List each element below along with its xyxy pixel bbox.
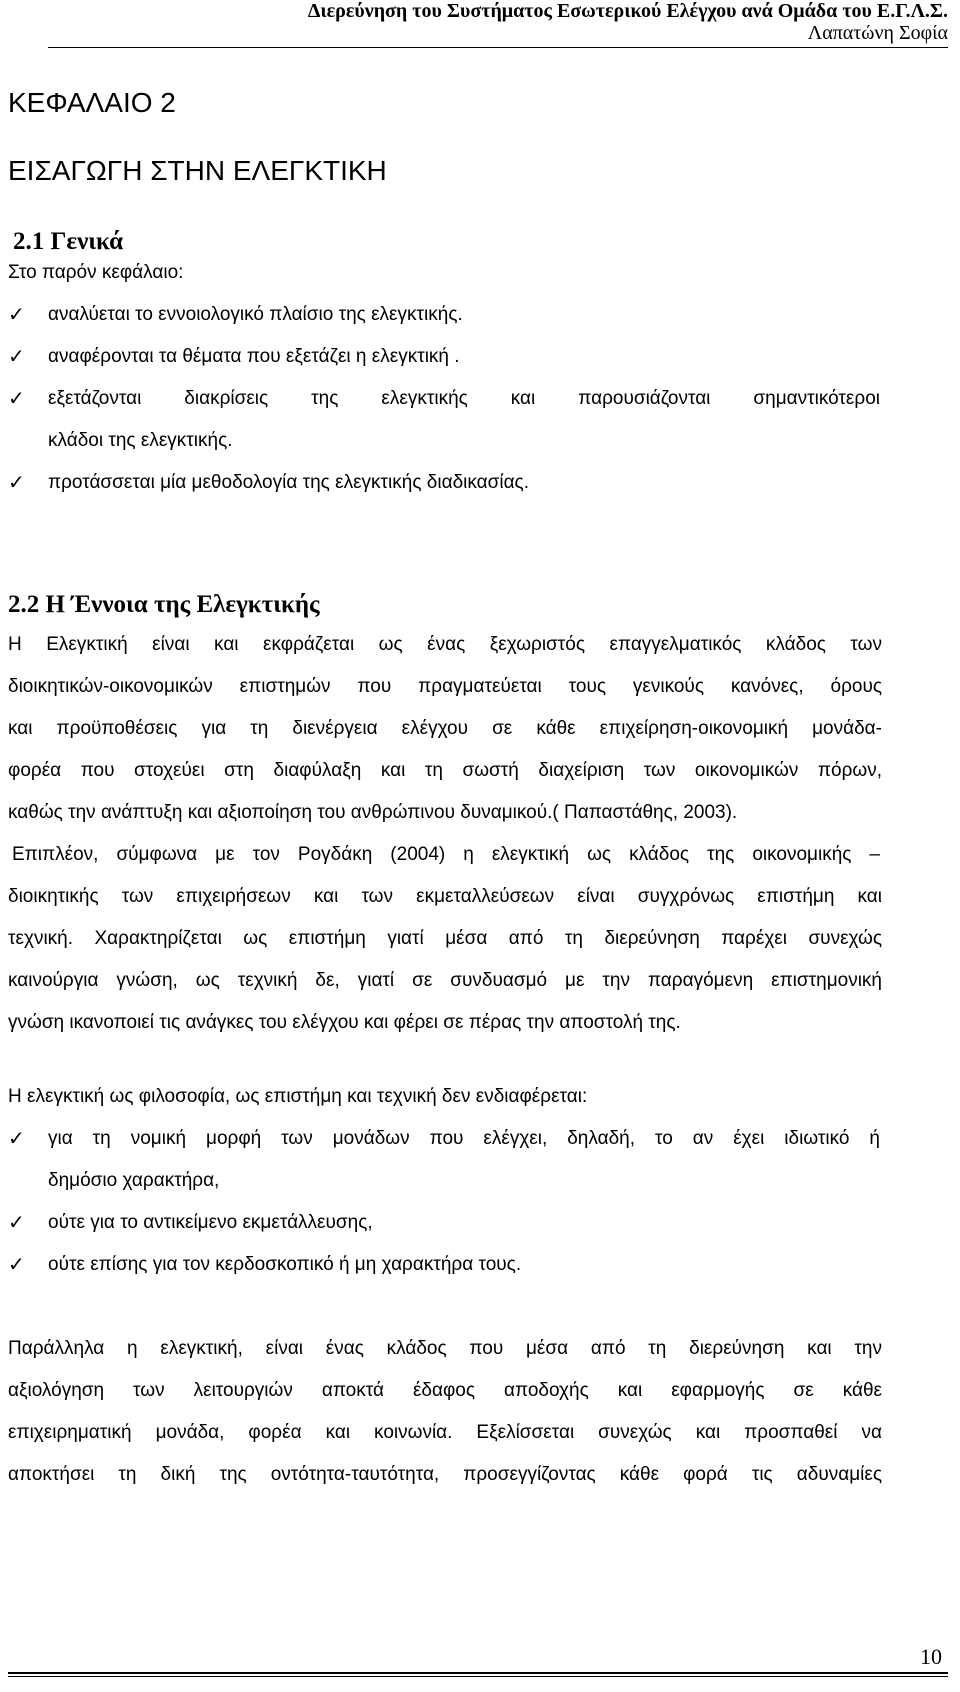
chapter-title: ΕΙΣΑΓΩΓΗ ΣΤΗΝ ΕΛΕΓΚΤΙΚΗ	[8, 155, 387, 186]
check-icon: ✓	[8, 470, 25, 494]
paragraph-line: επιχειρηματική μονάδα, φορέα και κοινωνία. Εξελίσσεται συνεχώς και προσπαθεί να	[8, 1422, 882, 1443]
check-icon: ✓	[8, 344, 25, 368]
paragraph-line: διοικητικής των επιχειρήσεων και των εκμεταλλεύσεων είναι συγχρόνως επιστήμη και	[8, 886, 882, 907]
header-author: Λαπατώνη Σοφία	[807, 22, 948, 44]
footer-rule	[8, 1672, 948, 1674]
check-icon: ✓	[8, 1210, 25, 1234]
paragraph-line: αποκτήσει τη δική της οντότητα-ταυτότητα, προσεγγίζοντας κάθε φορά τις αδυναμίες	[8, 1464, 882, 1485]
paragraph-line: Επιπλέον, σύμφωνα με τον Ρογδάκη (2004) η ελεγκτική ως κλάδος της οικονομικής –	[12, 844, 880, 865]
section-intro: Στο παρόν κεφάλαιο:	[8, 262, 184, 283]
paragraph-line: αξιολόγηση των λειτουργιών αποκτά έδαφος αποδοχής και εφαρμογής σε κάθε	[8, 1380, 882, 1401]
bullet-item: για τη νομική μορφή των μονάδων που ελέγχει, δηλαδή, το αν έχει ιδιωτικό ή	[48, 1128, 880, 1149]
check-icon: ✓	[8, 302, 25, 326]
paragraph-line: τεχνική. Χαρακτηρίζεται ως επιστήμη γιατί μέσα από τη διερεύνηση παρέχει συνεχώς	[8, 928, 882, 949]
paragraph-line: γνώση ικανοποιεί τις ανάγκες του ελέγχου και φέρει σε πέρας την αποστολή της.	[8, 1012, 681, 1033]
bullet-item: εξετάζονται διακρίσεις της ελεγκτικής και παρουσιάζονται σημαντικότεροι	[48, 388, 880, 409]
paragraph-line: Η Ελεγκτική είναι και εκφράζεται ως ένας ξεχωριστός επαγγελματικός κλάδος των	[8, 634, 882, 655]
check-icon: ✓	[8, 1252, 25, 1276]
bullet-item: αναλύεται το εννοιολογικό πλαίσιο της ελεγκτικής.	[48, 304, 463, 325]
running-header	[48, 0, 948, 48]
paragraph-line: διοικητικών-οικονομικών επιστημών που πραγματεύεται τους γενικούς κανόνες, όρους	[8, 676, 882, 697]
bullet-item: προτάσσεται μία μεθοδολογία της ελεγκτικής διαδικασίας.	[48, 472, 529, 493]
bullet-item-continuation: κλάδοι της ελεγκτικής.	[48, 430, 233, 451]
header-title: Διερεύνηση του Συστήματος Εσωτερικού Ελέγχου ανά Ομάδα του Ε.Γ.Λ.Σ.	[307, 0, 948, 22]
paragraph-line: Η ελεγκτική ως φιλοσοφία, ως επιστήμη και τεχνική δεν ενδιαφέρεται:	[8, 1086, 588, 1107]
section-heading-2-2: 2.2 Η Έννοια της Ελεγκτικής	[8, 591, 320, 618]
footer-rule	[8, 1676, 948, 1677]
bullet-item: ούτε επίσης για τον κερδοσκοπικό ή μη χαρακτήρα τους.	[48, 1254, 522, 1275]
paragraph-line: καθώς την ανάπτυξη και αξιοποίηση του ανθρώπινου δυναμικού.( Παπαστάθης, 2003).	[8, 802, 738, 823]
bullet-item-continuation: δημόσιο χαρακτήρα,	[48, 1170, 220, 1191]
check-icon: ✓	[8, 1126, 25, 1150]
chapter-number: ΚΕΦΑΛΑΙΟ 2	[8, 87, 176, 118]
page-number: 10	[920, 1644, 942, 1669]
check-icon: ✓	[8, 386, 25, 410]
bullet-item: αναφέρονται τα θέματα που εξετάζει η ελεγκτική .	[48, 346, 460, 367]
paragraph-line: Παράλληλα η ελεγκτική, είναι ένας κλάδος που μέσα από τη διερεύνηση και την	[8, 1338, 882, 1359]
paragraph-line: καινούργια γνώση, ως τεχνική δε, γιατί σε συνδυασμό με την παραγόμενη επιστημονική	[8, 970, 882, 991]
bullet-item: ούτε για το αντικείμενο εκμετάλλευσης,	[48, 1212, 373, 1233]
paragraph-line: και προϋποθέσεις για τη διενέργεια ελέγχου σε κάθε επιχείρηση-οικονομική μονάδα-	[8, 718, 882, 739]
section-heading-2-1: 2.1 Γενικά	[13, 228, 124, 255]
paragraph-line: φορέα που στοχεύει στη διαφύλαξη και τη σωστή διαχείριση των οικονομικών πόρων,	[8, 760, 882, 781]
